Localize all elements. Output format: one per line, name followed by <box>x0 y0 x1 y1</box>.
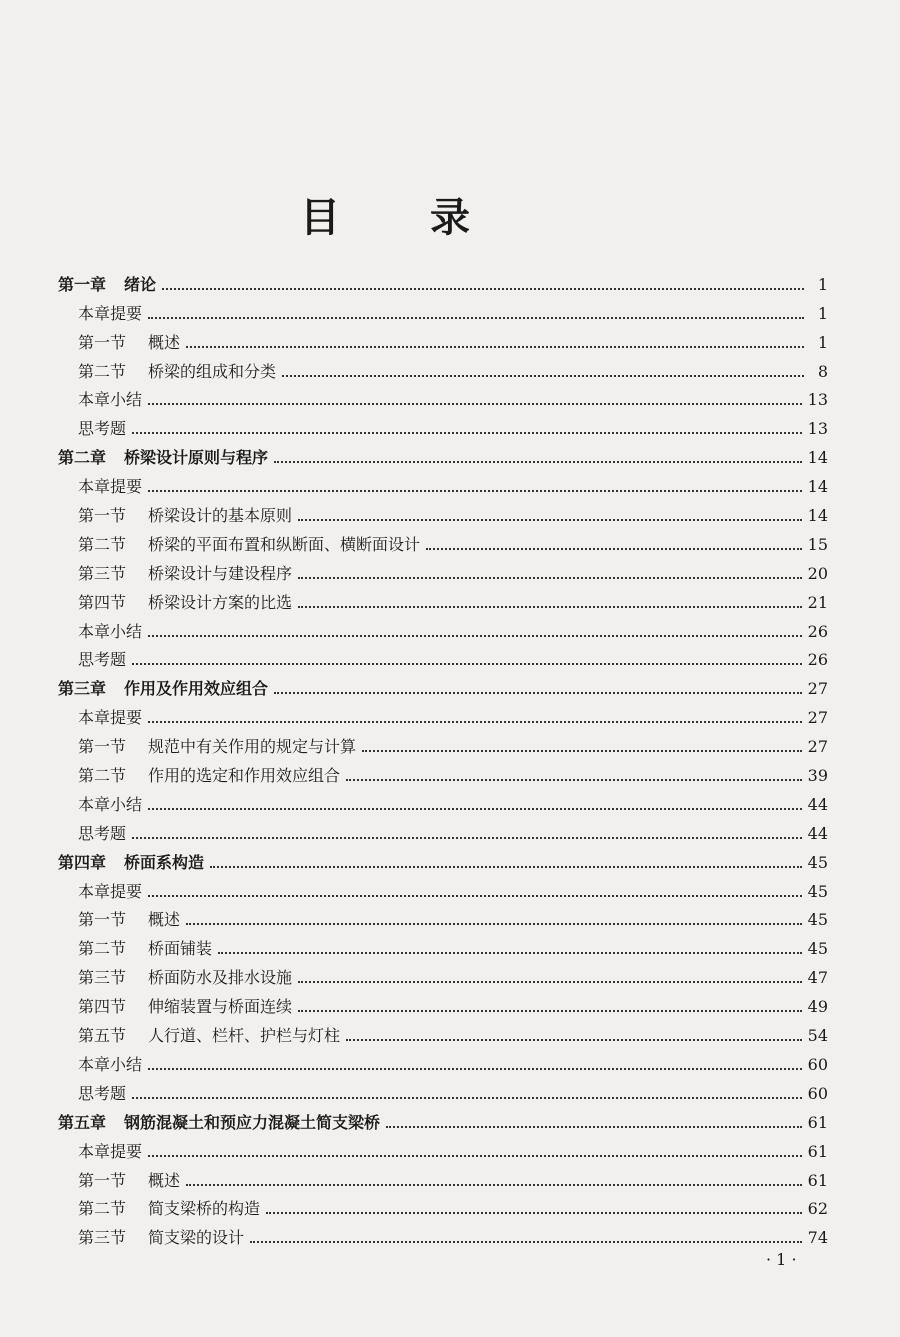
entry-page: 20 <box>807 563 828 583</box>
entry-page: 62 <box>807 1199 828 1219</box>
toc-section-entry <box>58 1017 828 1046</box>
toc-chapter-entry <box>58 1104 828 1133</box>
toc-section-entry <box>58 382 828 411</box>
dot-leader <box>148 895 802 897</box>
entry-page: 27 <box>807 679 828 699</box>
entry-label <box>78 737 356 757</box>
entry-title: 桥梁设计方案的比选 <box>148 592 293 612</box>
entry-title: 作用的选定和作用效应组合 <box>148 766 341 786</box>
toc-section-entry <box>58 988 828 1017</box>
entry-page: 13 <box>807 419 828 439</box>
entry-number: 第一节 <box>78 737 127 757</box>
dot-leader <box>298 981 802 983</box>
entry-page: 26 <box>807 621 828 641</box>
entry-title: 简支梁的设计 <box>148 1228 245 1248</box>
entry-page: 74 <box>807 1228 828 1248</box>
entry-page: 39 <box>807 766 828 786</box>
dot-leader <box>210 866 802 868</box>
entry-page: 14 <box>807 448 828 468</box>
entry-title: 概述 <box>148 1170 181 1190</box>
dot-leader <box>386 1126 802 1128</box>
entry-page: 27 <box>807 708 828 728</box>
entry-title: 桥梁设计原则与程序 <box>124 448 269 468</box>
entry-title: 本章小结 <box>78 794 143 814</box>
toc-section-entry <box>58 324 828 353</box>
toc-section-entry <box>58 497 828 526</box>
entry-number: 第一节 <box>78 332 127 352</box>
toc-section-entry <box>58 699 828 728</box>
dot-leader <box>298 606 802 608</box>
dot-leader <box>132 837 802 839</box>
dot-leader <box>132 663 802 665</box>
entry-number: 第一章 <box>58 274 107 294</box>
toc-section-entry <box>58 728 828 757</box>
entry-page: 54 <box>807 1026 828 1046</box>
entry-page: 14 <box>807 477 828 497</box>
entry-label <box>78 1199 260 1219</box>
entry-label <box>78 1026 340 1046</box>
entry-label <box>78 1228 244 1248</box>
entry-label <box>78 1084 126 1104</box>
entry-page: 15 <box>807 534 828 554</box>
entry-label <box>78 1171 180 1191</box>
entry-number: 第二节 <box>78 766 127 786</box>
entry-number: 第四章 <box>58 852 107 872</box>
entry-label <box>78 997 292 1017</box>
table-of-contents <box>58 266 828 1248</box>
entry-title: 思考题 <box>78 650 127 670</box>
entry-page: 26 <box>807 650 828 670</box>
dot-leader <box>148 1068 802 1070</box>
dot-leader <box>346 1039 802 1041</box>
entry-page: 60 <box>807 1054 828 1074</box>
dot-leader <box>148 721 802 723</box>
entry-label <box>78 968 292 988</box>
toc-section-entry <box>58 1075 828 1104</box>
entry-label <box>78 1055 142 1075</box>
toc-chapter-entry <box>58 266 828 295</box>
entry-title: 本章小结 <box>78 1054 143 1074</box>
entry-title: 本章提要 <box>78 303 143 323</box>
entry-page: 49 <box>807 997 828 1017</box>
dot-leader <box>298 519 802 521</box>
entry-label <box>78 824 126 844</box>
dot-leader <box>346 779 802 781</box>
entry-title: 桥梁的平面布置和纵断面、横断面设计 <box>148 534 421 554</box>
entry-title: 本章小结 <box>78 621 143 641</box>
entry-title: 思考题 <box>78 823 127 843</box>
entry-label <box>78 304 142 324</box>
entry-title: 概述 <box>148 332 181 352</box>
dot-leader <box>186 923 802 925</box>
entry-number: 第二节 <box>78 534 127 554</box>
dot-leader <box>148 403 802 405</box>
toc-section-entry <box>58 1046 828 1075</box>
entry-number: 第三节 <box>78 563 127 583</box>
entry-label <box>58 1113 380 1133</box>
entry-page: 61 <box>807 1141 828 1161</box>
entry-page: 1 <box>817 332 828 352</box>
entry-page: 47 <box>807 968 828 988</box>
toc-section-entry <box>58 930 828 959</box>
entry-number: 第四节 <box>78 997 127 1017</box>
entry-number: 第三节 <box>78 1228 127 1248</box>
entry-number: 第二节 <box>78 939 127 959</box>
entry-number: 第五节 <box>78 1026 127 1046</box>
toc-section-entry <box>58 642 828 671</box>
entry-number: 第一节 <box>78 910 127 930</box>
entry-label <box>78 362 276 382</box>
entry-page: 8 <box>817 361 828 381</box>
entry-label <box>78 535 420 555</box>
entry-title: 桥面防水及排水设施 <box>148 968 293 988</box>
entry-title: 伸缩装置与桥面连续 <box>148 997 293 1017</box>
toc-section-entry <box>58 353 828 382</box>
entry-title: 简支梁桥的构造 <box>148 1199 261 1219</box>
entry-title: 本章小结 <box>78 390 143 410</box>
entry-page: 21 <box>807 592 828 612</box>
entry-title: 桥梁设计的基本原则 <box>148 506 293 526</box>
toc-chapter-entry <box>58 844 828 873</box>
entry-label <box>78 564 292 584</box>
entry-page: 1 <box>817 303 828 323</box>
entry-label <box>78 795 142 815</box>
page-number: · 1 · <box>766 1250 797 1269</box>
dot-leader <box>148 490 802 492</box>
toc-section-entry <box>58 1219 828 1248</box>
entry-title: 规范中有关作用的规定与计算 <box>148 737 357 757</box>
entry-page: 60 <box>807 1083 828 1103</box>
entry-label <box>78 506 292 526</box>
entry-page: 13 <box>807 390 828 410</box>
entry-page: 61 <box>807 1170 828 1190</box>
toc-section-entry <box>58 1133 828 1162</box>
entry-page: 45 <box>807 852 828 872</box>
toc-section-entry <box>58 555 828 584</box>
entry-number: 第三章 <box>58 679 107 699</box>
toc-section-entry <box>58 815 828 844</box>
entry-number: 第二节 <box>78 1199 127 1219</box>
entry-title: 本章提要 <box>78 477 143 497</box>
dot-leader <box>426 548 802 550</box>
entry-label <box>78 882 142 902</box>
entry-number: 第二节 <box>78 361 127 381</box>
entry-label <box>78 708 142 728</box>
entry-label <box>78 593 292 613</box>
dot-leader <box>186 346 804 348</box>
entry-title: 钢筋混凝土和预应力混凝土简支梁桥 <box>124 1112 381 1132</box>
entry-label <box>58 275 156 295</box>
entry-title: 思考题 <box>78 419 127 439</box>
entry-page: 1 <box>817 274 828 294</box>
entry-title: 桥面系构造 <box>124 852 205 872</box>
entry-title: 思考题 <box>78 1083 127 1103</box>
toc-section-entry <box>58 295 828 324</box>
entry-title: 本章提要 <box>78 708 143 728</box>
entry-number: 第三节 <box>78 968 127 988</box>
toc-section-entry <box>58 613 828 642</box>
entry-page: 45 <box>807 939 828 959</box>
toc-section-entry <box>58 959 828 988</box>
toc-section-entry <box>58 786 828 815</box>
toc-chapter-entry <box>58 670 828 699</box>
dot-leader <box>298 577 802 579</box>
toc-section-entry <box>58 468 828 497</box>
entry-title: 桥梁设计与建设程序 <box>148 563 293 583</box>
entry-page: 45 <box>807 881 828 901</box>
entry-number: 第五章 <box>58 1112 107 1132</box>
dot-leader <box>298 1010 802 1012</box>
entry-label <box>78 622 142 642</box>
toc-section-entry <box>58 757 828 786</box>
dot-leader <box>218 952 802 954</box>
page-title: 目录 <box>300 194 560 241</box>
toc-section-entry <box>58 1191 828 1220</box>
entry-number: 第一节 <box>78 1170 127 1190</box>
entry-number: 第二章 <box>58 448 107 468</box>
dot-leader <box>148 1155 802 1157</box>
entry-label <box>78 939 212 959</box>
toc-section-entry <box>58 873 828 902</box>
entry-label <box>78 419 126 439</box>
dot-leader <box>274 692 802 694</box>
entry-page: 44 <box>807 823 828 843</box>
entry-label <box>58 853 204 873</box>
entry-label <box>58 679 268 699</box>
entry-number: 第四节 <box>78 592 127 612</box>
entry-label <box>58 448 268 468</box>
dot-leader <box>274 461 802 463</box>
entry-label <box>78 1142 142 1162</box>
dot-leader <box>250 1241 802 1243</box>
entry-page: 44 <box>807 794 828 814</box>
toc-section-entry <box>58 410 828 439</box>
dot-leader <box>132 432 802 434</box>
dot-leader <box>282 375 804 377</box>
toc-chapter-entry <box>58 439 828 468</box>
entry-title: 本章提要 <box>78 881 143 901</box>
toc-section-entry <box>58 526 828 555</box>
dot-leader <box>148 317 804 319</box>
entry-title: 本章提要 <box>78 1141 143 1161</box>
dot-leader <box>132 1097 802 1099</box>
entry-title: 概述 <box>148 910 181 930</box>
entry-title: 作用及作用效应组合 <box>124 679 269 699</box>
toc-section-entry <box>58 1162 828 1191</box>
entry-title: 桥面铺装 <box>148 939 213 959</box>
entry-label <box>78 766 340 786</box>
toc-section-entry <box>58 584 828 613</box>
entry-title: 桥梁的组成和分类 <box>148 361 277 381</box>
dot-leader <box>148 635 802 637</box>
entry-page: 61 <box>807 1112 828 1132</box>
entry-label <box>78 477 142 497</box>
dot-leader <box>186 1184 802 1186</box>
entry-number: 第一节 <box>78 506 127 526</box>
entry-label <box>78 390 142 410</box>
dot-leader <box>148 808 802 810</box>
dot-leader <box>162 288 804 290</box>
entry-page: 14 <box>807 506 828 526</box>
toc-section-entry <box>58 902 828 931</box>
entry-title: 绪论 <box>124 274 157 294</box>
entry-title: 人行道、栏杆、护栏与灯柱 <box>148 1026 341 1046</box>
entry-page: 27 <box>807 737 828 757</box>
entry-label <box>78 333 180 353</box>
entry-label <box>78 650 126 670</box>
entry-label <box>78 910 180 930</box>
dot-leader <box>362 750 802 752</box>
dot-leader <box>266 1212 802 1214</box>
entry-page: 45 <box>807 910 828 930</box>
